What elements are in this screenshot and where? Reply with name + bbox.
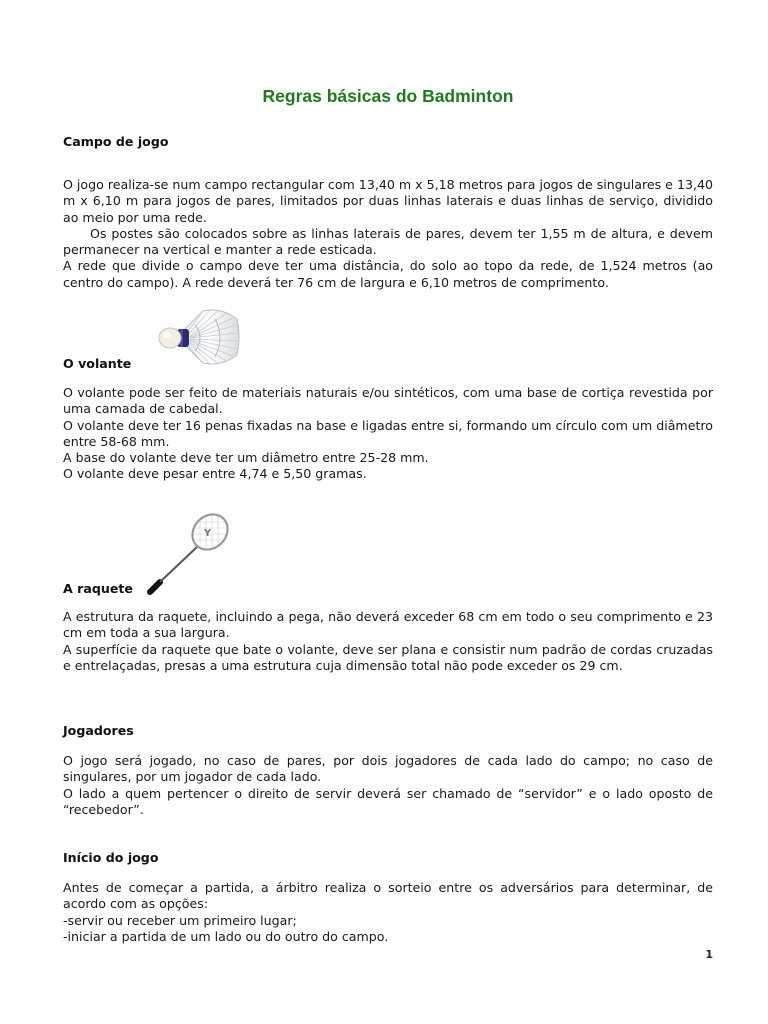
paragraph: A base do volante deve ter um diâmetro entre 25-28 mm.: [63, 450, 429, 466]
paragraph: -iniciar a partida de um lado ou do outro do campo.: [63, 928, 389, 944]
paragraph: Os postes são colocados sobre as linhas laterais de pares, devem ter 1,55 m de altura, e devem permanecer na vertical e manter a rede esticada.: [63, 225, 713, 258]
section-heading-inicio: Início do jogo: [63, 850, 159, 865]
page-number: 1: [705, 948, 713, 961]
section-body-raquete: [63, 609, 713, 674]
paragraph: O lado a quem pertencer o direito de servir deverá ser chamado de “servidor” e o lado oposto de “recebedor”.: [63, 785, 713, 817]
section-body-campo: [63, 177, 713, 291]
page-title: Regras básicas do Badminton: [262, 86, 514, 106]
paragraph: O volante deve pesar entre 4,74 e 5,50 gramas.: [63, 466, 367, 482]
section-heading-jogadores: Jogadores: [63, 723, 134, 738]
document-page: [63, 0, 713, 1024]
section-heading-volante: O volante: [63, 356, 132, 371]
section-body-volante: [63, 385, 713, 483]
paragraph: -servir ou receber um primeiro lugar;: [63, 912, 297, 928]
section-heading-campo: Campo de jogo: [63, 134, 169, 149]
paragraph: O volante deve ter 16 penas fixadas na base e ligadas entre si, formando um círculo com um diâmetro entre 58-68 mm.: [63, 417, 713, 449]
paragraph: A rede que divide o campo deve ter uma distância, do solo ao topo da rede, de 1,524 metros (ao centro do campo). A rede deverá ter 76 cm de largura e 6,10 metros de comprimento.: [63, 258, 713, 290]
paragraph: A estrutura da raquete, incluindo a pega, não deverá exceder 68 cm em todo o seu comprimento e 23 cm em toda a sua largura.: [63, 609, 713, 641]
paragraph: Antes de começar a partida, a árbitro realiza o sorteio entre os adversários para determinar, de acordo com as opções:: [63, 880, 713, 912]
paragraph: O jogo será jogado, no caso de pares, por dois jogadores de cada lado do campo; no caso de singulares, por um jogador de cada lado.: [63, 753, 713, 785]
racket-icon: [146, 512, 230, 596]
paragraph: O jogo realiza-se num campo rectangular com 13,40 m x 5,18 metros para jogos de singulares e 13,40 m x 6,10 m para jogos de pares, limitados por duas linhas laterais e duas linhas de serviço, dividido ao meio por uma rede.: [63, 177, 713, 225]
shuttlecock-icon: [155, 305, 241, 369]
section-body-inicio: [63, 880, 713, 945]
svg-text:Y: Y: [204, 528, 212, 539]
paragraph: O volante pode ser feito de materiais naturais e/ou sintéticos, com uma base de cortiça revestida por uma camada de cabedal.: [63, 385, 713, 417]
section-heading-raquete: A raquete: [63, 581, 133, 596]
paragraph: A superfície da raquete que bate o volante, deve ser plana e consistir num padrão de cordas cruzadas e entrelaçadas, presas a uma estrutura cuja dimensão total não pode exceder os 29 cm.: [63, 641, 713, 673]
section-body-jogadores: [63, 753, 713, 818]
